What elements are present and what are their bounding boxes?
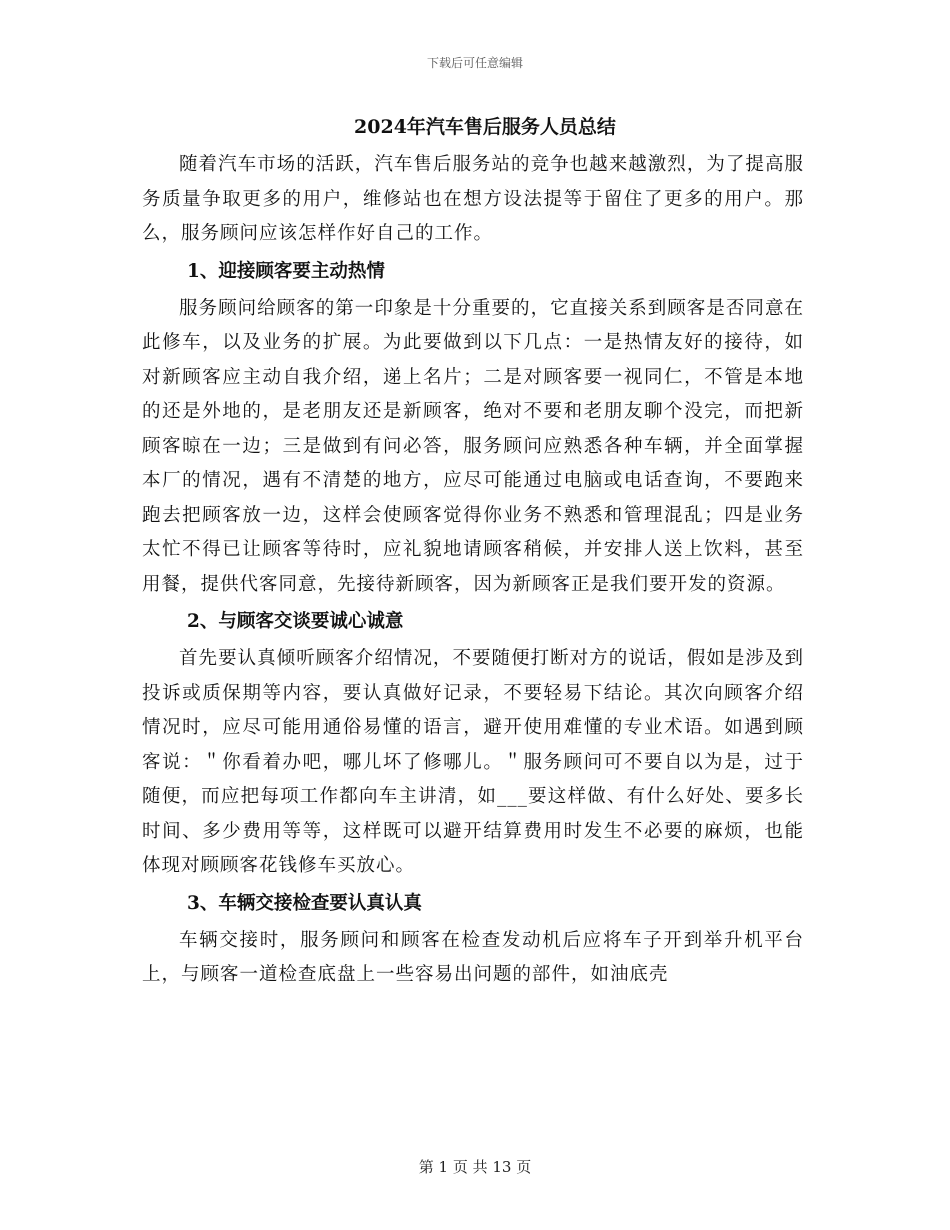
document-title: 2024年汽车售后服务人员总结: [354, 116, 616, 138]
section-body-1: 服务顾问给顾客的第一印象是十分重要的，它直接关系到顾客是否同意在此修车，以及业务的扩展。为此要做到以下几点：一是热情友好的接待，如对新顾客应主动自我介绍，递上名片；二是对顾客要一视同仁，不管是本地的还是外地的，是老朋友还是新顾客，绝对不要和老朋友聊个没完，而把新顾客晾在一边；三是做到有问必答，服务顾问应熟悉各种车辆，并全面掌握本厂的情况，遇有不清楚的地方，应尽可能通过电脑或电话查询，不要跑来跑去把顾客放一边，这样会使顾客觉得你业务不熟悉和管理混乱；四是业务太忙不得已让顾客等待时，应礼貌地请顾客稍候，并安排人送上饮料，甚至用餐，提供代客同意，先接待新顾客，因为新顾客正是我们要开发的资源。: [142, 297, 804, 595]
section-body-2: 首先要认真倾听顾客介绍情况，不要随便打断对方的说话，假如是涉及到投诉或质保期等内容，要认真做好记录，不要轻易下结论。其次向顾客介绍情况时，应尽可能用通俗易懂的语言，避开使用难懂的专业术语。如遇到顾客说：＂你看着办吧，哪儿坏了修哪儿。＂服务顾问可不要自以为是，过于随便，而应把每项工作都向车主讲清，如___要这样做、有什么好处、要多长时间、多少费用等等，这样既可以避开结算费用时发生不必要的麻烦，也能体现对顾顾客花钱修车买放心。: [142, 648, 804, 876]
section-heading-3: 3、车辆交接检查要认真认真: [187, 892, 422, 914]
section-heading-1: 1、迎接顾客要主动热情: [187, 260, 385, 282]
page-footer-page-number: 第 1 页 共 13 页: [418, 1158, 532, 1176]
section-heading-2: 2、与顾客交谈要诚心诚意: [187, 611, 404, 632]
section-body-3: 车辆交接时，服务顾问和顾客在检查发动机后应将车子开到举升机平台上，与顾客一道检查底盘上一些容易出问题的部件，如油底壳: [142, 929, 804, 985]
document-body: [142, 110, 804, 993]
page-header-note: 下载后可任意编辑: [426, 56, 523, 70]
intro-paragraph: 随着汽车市场的活跃，汽车售后服务站的竞争也越来越激烈，为了提高服务质量争取更多的用户，维修站也在想方设法提等于留住了更多的用户。那么，服务顾问应该怎样作好自己的工作。: [142, 154, 804, 244]
